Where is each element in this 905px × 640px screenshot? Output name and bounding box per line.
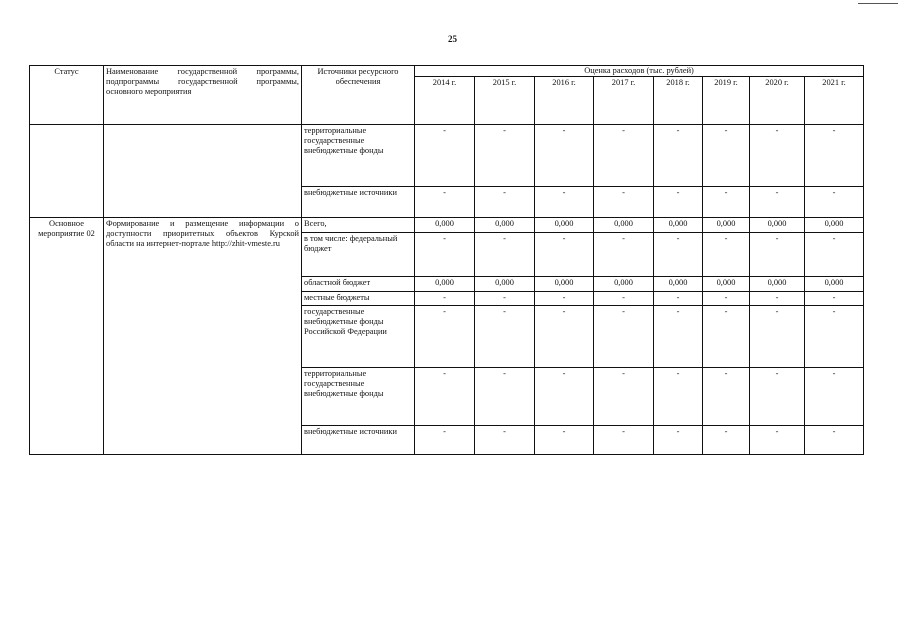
value-cell: 0,000 (475, 277, 535, 292)
value-cell: - (654, 125, 703, 187)
page-number: 25 (448, 34, 457, 44)
value-cell: 0,000 (594, 218, 654, 233)
value-cell: 0,000 (475, 218, 535, 233)
year-header: 2016 г. (535, 77, 594, 125)
value-cell: - (805, 125, 864, 187)
value-cell: - (750, 292, 805, 306)
value-cell: 0,000 (654, 277, 703, 292)
name-cell-empty (104, 125, 302, 218)
value-cell: - (654, 426, 703, 455)
value-cell: 0,000 (805, 218, 864, 233)
value-cell: - (475, 233, 535, 277)
value-cell: - (475, 292, 535, 306)
value-cell: - (594, 292, 654, 306)
value-cell: - (703, 292, 750, 306)
value-cell: - (535, 233, 594, 277)
value-cell: - (415, 368, 475, 426)
year-header: 2019 г. (703, 77, 750, 125)
value-cell: 0,000 (594, 277, 654, 292)
source-cell: государственные внебюджетные фонды Российской Федерации (302, 306, 415, 368)
status-cell-empty (30, 125, 104, 218)
header-name: Наименование государственной программы, подпрограммы государственной программы, основного мероприятия (104, 66, 302, 125)
value-cell: - (805, 233, 864, 277)
value-cell: - (594, 368, 654, 426)
value-cell: - (805, 306, 864, 368)
budget-table (29, 65, 864, 455)
value-cell: - (654, 292, 703, 306)
value-cell: - (415, 426, 475, 455)
header-estimate: Оценка расходов (тыс. рублей) (415, 66, 864, 77)
year-header: 2021 г. (805, 77, 864, 125)
value-cell: - (475, 187, 535, 218)
value-cell: - (535, 292, 594, 306)
value-cell: - (475, 306, 535, 368)
value-cell: - (415, 125, 475, 187)
header-sources: Источники ресурсного обеспечения (302, 66, 415, 125)
value-cell: - (750, 368, 805, 426)
measure-status: Основное мероприятие 02 (30, 218, 104, 455)
value-cell: - (415, 292, 475, 306)
value-cell: 0,000 (415, 218, 475, 233)
value-cell: - (805, 187, 864, 218)
year-header: 2020 г. (750, 77, 805, 125)
value-cell: - (594, 306, 654, 368)
value-cell: 0,000 (703, 277, 750, 292)
value-cell: - (703, 125, 750, 187)
value-cell: - (475, 426, 535, 455)
value-cell: 0,000 (415, 277, 475, 292)
value-cell: - (415, 187, 475, 218)
value-cell: - (654, 368, 703, 426)
value-cell: 0,000 (654, 218, 703, 233)
value-cell: 0,000 (750, 277, 805, 292)
value-cell: 0,000 (703, 218, 750, 233)
value-cell: - (654, 187, 703, 218)
source-cell: областной бюджет (302, 277, 415, 292)
value-cell: - (654, 233, 703, 277)
value-cell: - (535, 187, 594, 218)
year-header: 2015 г. (475, 77, 535, 125)
value-cell: - (535, 426, 594, 455)
source-cell: Всего, (302, 218, 415, 233)
value-cell: - (750, 306, 805, 368)
table-row (30, 218, 864, 233)
value-cell: - (475, 368, 535, 426)
source-cell: территориальные государственные внебюджетные фонды (302, 368, 415, 426)
value-cell: - (594, 125, 654, 187)
value-cell: - (594, 233, 654, 277)
table-row (30, 125, 864, 187)
value-cell: - (703, 426, 750, 455)
value-cell: - (475, 125, 535, 187)
value-cell: - (805, 426, 864, 455)
value-cell: - (703, 187, 750, 218)
value-cell: - (750, 426, 805, 455)
value-cell: 0,000 (535, 277, 594, 292)
value-cell: 0,000 (535, 218, 594, 233)
value-cell: - (805, 292, 864, 306)
value-cell: - (750, 187, 805, 218)
value-cell: - (703, 233, 750, 277)
value-cell: - (750, 125, 805, 187)
measure-name: Формирование и размещение информации о доступности приоритетных объектов Курской области на интернет-портале http://zhit-vmeste.ru (104, 218, 302, 455)
value-cell: 0,000 (805, 277, 864, 292)
source-cell: внебюджетные источники (302, 187, 415, 218)
source-cell: в том числе: федеральный бюджет (302, 233, 415, 277)
top-rule (858, 3, 898, 4)
value-cell: - (703, 306, 750, 368)
value-cell: - (750, 233, 805, 277)
value-cell: - (594, 187, 654, 218)
value-cell: - (594, 426, 654, 455)
value-cell: - (654, 306, 703, 368)
source-cell: территориальные государственные внебюджетные фонды (302, 125, 415, 187)
source-cell: внебюджетные источники (302, 426, 415, 455)
value-cell: - (535, 125, 594, 187)
value-cell: - (535, 306, 594, 368)
value-cell: - (535, 368, 594, 426)
year-header: 2017 г. (594, 77, 654, 125)
value-cell: 0,000 (750, 218, 805, 233)
source-cell: местные бюджеты (302, 292, 415, 306)
year-header: 2014 г. (415, 77, 475, 125)
value-cell: - (703, 368, 750, 426)
value-cell: - (415, 233, 475, 277)
year-header: 2018 г. (654, 77, 703, 125)
value-cell: - (415, 306, 475, 368)
header-status: Статус (30, 66, 104, 125)
value-cell: - (805, 368, 864, 426)
